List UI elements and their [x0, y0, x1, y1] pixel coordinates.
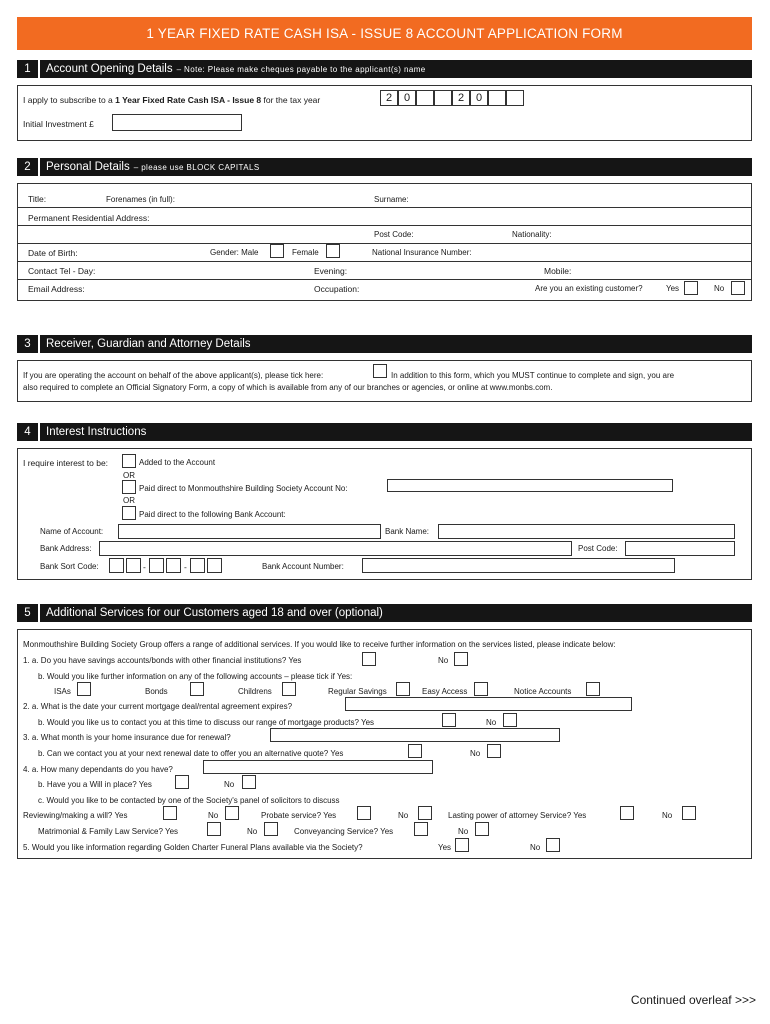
- section-3-panel: [17, 360, 752, 402]
- section-note: – Note: Please make cheques payable to the applicant(s) name: [176, 65, 426, 74]
- form-title: 1 YEAR FIXED RATE CASH ISA - ISSUE 8 ACCOUNT APPLICATION FORM: [17, 17, 752, 50]
- sort-code-digit-2[interactable]: [126, 558, 141, 573]
- initial-investment-input[interactable]: [112, 114, 242, 131]
- gender-female-checkbox[interactable]: [326, 244, 340, 258]
- q1a-yes-checkbox[interactable]: [362, 652, 376, 666]
- existing-yes-label: Yes: [666, 284, 680, 293]
- q3a-input[interactable]: [270, 728, 560, 742]
- sort-code-digit-4[interactable]: [166, 558, 181, 573]
- q2a-text: 2. a. What is the date your current mortgage deal/rental agreement expires?: [23, 702, 293, 711]
- isas-checkbox[interactable]: [77, 682, 91, 696]
- q4b-no-checkbox[interactable]: [242, 775, 256, 789]
- dob-label: Date of Birth:: [28, 248, 78, 258]
- section-title: Interest Instructions: [46, 426, 147, 438]
- receiver-tick-text: If you are operating the account on behalf of the above applicant(s), please tick here:: [23, 371, 324, 380]
- sort-code-digit-1[interactable]: [109, 558, 124, 573]
- paid-bank-label: Paid direct to the following Bank Account:: [139, 510, 286, 519]
- tel-evening-label: Evening:: [314, 266, 348, 276]
- sort-code-dash-1: -: [143, 562, 146, 572]
- tax-year-digit-7[interactable]: [488, 90, 506, 106]
- probate-label: Probate service? Yes: [261, 811, 337, 820]
- surname-label: Surname:: [374, 195, 409, 204]
- q2a-input[interactable]: [345, 697, 632, 711]
- matrimonial-label: Matrimonial & Family Law Service? Yes: [38, 827, 179, 836]
- tax-year-digit-4[interactable]: [434, 90, 452, 106]
- section-title: Personal Details: [46, 161, 130, 173]
- continued-overleaf: Continued overleaf >>>: [630, 993, 756, 1007]
- lpa-no-label: No: [662, 811, 673, 820]
- q4a-text: 4. a. How many dependants do you have?: [23, 765, 173, 774]
- section-3-header: [17, 335, 752, 353]
- paid-mbs-checkbox[interactable]: [122, 480, 136, 494]
- q3a-text: 3. a. What month is your home insurance due for renewal?: [23, 733, 231, 742]
- sort-code-label: Bank Sort Code:: [40, 562, 99, 571]
- bank-name-label: Bank Name:: [385, 527, 430, 536]
- q1a-no-label: No: [438, 656, 449, 665]
- section-number: 2: [17, 158, 38, 176]
- childrens-label: Childrens: [238, 687, 272, 696]
- receiver-tick-checkbox[interactable]: [373, 364, 387, 378]
- section-title: Additional Services for our Customers aged 18 and over (optional): [46, 607, 383, 619]
- require-interest-label: I require interest to be:: [23, 458, 109, 468]
- section-number: 5: [17, 604, 38, 622]
- section-2-panel: [17, 183, 752, 301]
- sort-code-digit-6[interactable]: [207, 558, 222, 573]
- section-title: Account Opening Details: [46, 63, 173, 75]
- tax-year-digit-5[interactable]: 2: [452, 90, 470, 106]
- reviewing-will-yes-checkbox[interactable]: [163, 806, 177, 820]
- reviewing-will-label: Reviewing/making a will? Yes: [23, 811, 128, 820]
- mobile-label: Mobile:: [544, 266, 572, 276]
- existing-no-checkbox[interactable]: [731, 281, 745, 295]
- section-number: 1: [17, 60, 38, 78]
- isas-label: ISAs: [54, 687, 71, 696]
- receiver-info-text: In addition to this form, which you MUST continue to complete and sign, you are: [391, 371, 675, 380]
- easy-access-checkbox[interactable]: [474, 682, 488, 696]
- name-of-account-label: Name of Account:: [40, 527, 104, 536]
- probate-yes-checkbox[interactable]: [357, 806, 371, 820]
- email-label: Email Address:: [28, 284, 85, 294]
- conveyancing-label: Conveyancing Service? Yes: [294, 827, 394, 836]
- q4b-text: b. Have you a Will in place? Yes: [38, 780, 152, 789]
- initial-investment-label: Initial Investment £: [23, 119, 94, 129]
- section-1-panel: [17, 85, 752, 141]
- subscribe-label: I apply to subscribe to a 1 Year Fixed Rate Cash ISA - Issue 8 for the tax year: [23, 95, 321, 105]
- probate-no-label: No: [398, 811, 409, 820]
- or-label-2: OR: [123, 496, 135, 505]
- section-title: Receiver, Guardian and Attorney Details: [46, 338, 251, 350]
- occupation-label: Occupation:: [314, 284, 360, 294]
- forenames-label: Forenames (in full):: [106, 195, 175, 204]
- sort-code-dash-2: -: [184, 562, 187, 572]
- services-intro: Monmouthshire Building Society Group offers a range of additional services. If you would like to receive further information on the services listed, please indicate below:: [23, 640, 616, 649]
- bank-address-label: Bank Address:: [40, 544, 92, 553]
- notice-accounts-checkbox[interactable]: [586, 682, 600, 696]
- q3b-text: b. Can we contact you at your next renewal date to offer you an alternative quote? Yes: [38, 749, 344, 758]
- added-to-account-label: Added to the Account: [139, 458, 216, 467]
- bonds-label: Bonds: [145, 687, 168, 696]
- easy-access-label: Easy Access: [422, 687, 468, 696]
- bank-postcode-input[interactable]: [625, 541, 735, 556]
- bank-account-number-label: Bank Account Number:: [262, 562, 344, 571]
- tax-year-digit-8[interactable]: [506, 90, 524, 106]
- q4c-text: c. Would you like to be contacted by one of the Society's panel of solicitors to discuss: [38, 796, 340, 805]
- tax-year-digit-2[interactable]: 0: [398, 90, 416, 106]
- q5-text: 5. Would you like information regarding Golden Charter Funeral Plans available via the Society?: [23, 843, 363, 852]
- q4b-yes-checkbox[interactable]: [175, 775, 189, 789]
- gender-male-checkbox[interactable]: [270, 244, 284, 258]
- existing-yes-checkbox[interactable]: [684, 281, 698, 295]
- section-number: 4: [17, 423, 38, 441]
- existing-no-label: No: [714, 284, 725, 293]
- title-label: Title:: [28, 194, 47, 204]
- existing-customer-label: Are you an existing customer?: [535, 284, 643, 293]
- regular-savings-checkbox[interactable]: [396, 682, 410, 696]
- reviewing-will-no-label: No: [208, 811, 219, 820]
- q3b-yes-checkbox[interactable]: [408, 744, 422, 758]
- paid-mbs-label: Paid direct to Monmouthshire Building Society Account No:: [139, 484, 348, 493]
- matrimonial-no-label: No: [247, 827, 258, 836]
- q1a-no-checkbox[interactable]: [454, 652, 468, 666]
- bank-name-input[interactable]: [438, 524, 735, 539]
- matrimonial-yes-checkbox[interactable]: [207, 822, 221, 836]
- section-number: 3: [17, 335, 38, 353]
- nationality-label: Nationality:: [512, 230, 552, 239]
- probate-no-checkbox[interactable]: [418, 806, 432, 820]
- tax-year-digit-1[interactable]: 2: [380, 90, 398, 106]
- receiver-info-text-2: also required to complete an Official Signatory Form, a copy of which is available from any of our branches or agencies, or online at www.monbs.com.: [23, 383, 553, 392]
- q4a-input[interactable]: [203, 760, 433, 774]
- address-label: Permanent Residential Address:: [28, 213, 150, 223]
- bonds-checkbox[interactable]: [190, 682, 204, 696]
- childrens-checkbox[interactable]: [282, 682, 296, 696]
- or-label: OR: [123, 471, 135, 480]
- q5-no-checkbox[interactable]: [546, 838, 560, 852]
- conveyancing-no-label: No: [458, 827, 469, 836]
- gender-female-label: Female: [292, 248, 319, 257]
- tel-day-label: Contact Tel - Day:: [28, 266, 96, 276]
- q1a-text: 1. a. Do you have savings accounts/bonds with other financial institutions? Yes: [23, 656, 302, 665]
- name-of-account-input[interactable]: [118, 524, 381, 539]
- postcode-label: Post Code:: [374, 230, 414, 239]
- q2b-yes-checkbox[interactable]: [442, 713, 456, 727]
- regular-savings-label: Regular Savings: [328, 687, 387, 696]
- q4b-no-label: No: [224, 780, 235, 789]
- q3b-no-label: No: [470, 749, 481, 758]
- added-to-account-checkbox[interactable]: [122, 454, 136, 468]
- q5-yes-checkbox[interactable]: [455, 838, 469, 852]
- bank-postcode-label: Post Code:: [578, 544, 618, 553]
- section-note: – please use BLOCK CAPITALS: [133, 163, 260, 172]
- q2b-no-label: No: [486, 718, 497, 727]
- q5-no-label: No: [530, 843, 541, 852]
- bank-address-input[interactable]: [99, 541, 572, 556]
- section-1-header: [17, 60, 752, 78]
- section-5-header: [17, 604, 752, 622]
- section-5-panel: [17, 629, 752, 859]
- mbs-account-input[interactable]: [387, 479, 673, 492]
- sort-code-digit-5[interactable]: [190, 558, 205, 573]
- conveyancing-yes-checkbox[interactable]: [414, 822, 428, 836]
- q1b-text: b. Would you like further information on any of the following accounts – please tick if Yes:: [38, 672, 353, 681]
- tax-year-digit-3[interactable]: [416, 90, 434, 106]
- lpa-label: Lasting power of attorney Service? Yes: [448, 811, 587, 820]
- sort-code-digit-3[interactable]: [149, 558, 164, 573]
- gender-male-label: Gender: Male: [210, 248, 259, 257]
- conveyancing-no-checkbox[interactable]: [475, 822, 489, 836]
- q5-yes-label: Yes: [438, 843, 452, 852]
- section-4-header: [17, 423, 752, 441]
- notice-accounts-label: Notice Accounts: [514, 687, 572, 696]
- matrimonial-no-checkbox[interactable]: [264, 822, 278, 836]
- paid-bank-checkbox[interactable]: [122, 506, 136, 520]
- q2b-text: b. Would you like us to contact you at this time to discuss our range of mortgage products? Yes: [38, 718, 375, 727]
- lpa-no-checkbox[interactable]: [682, 806, 696, 820]
- section-2-header: [17, 158, 752, 176]
- lpa-yes-checkbox[interactable]: [620, 806, 634, 820]
- nin-label: National Insurance Number:: [372, 248, 472, 257]
- bank-account-number-input[interactable]: [362, 558, 675, 573]
- q3b-no-checkbox[interactable]: [487, 744, 501, 758]
- tax-year-digit-6[interactable]: 0: [470, 90, 488, 106]
- reviewing-will-no-checkbox[interactable]: [225, 806, 239, 820]
- q2b-no-checkbox[interactable]: [503, 713, 517, 727]
- section-4-panel: [17, 448, 752, 580]
